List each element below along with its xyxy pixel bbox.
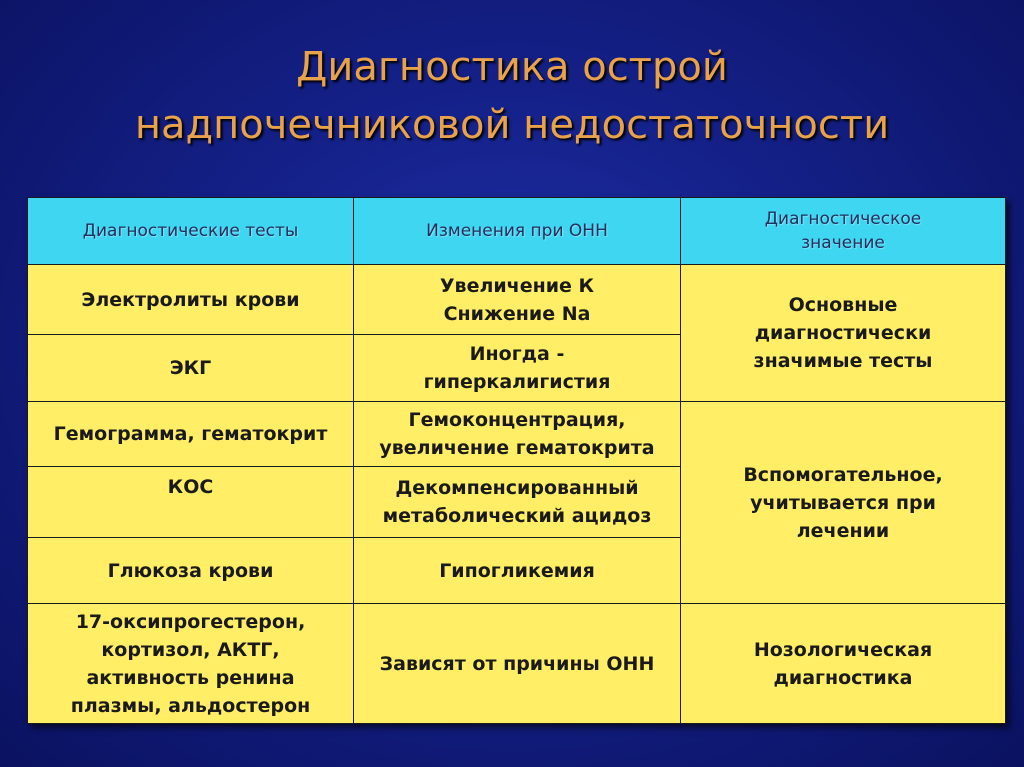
cell-test: КОС — [28, 467, 354, 538]
title-line-1: Диагностика острой — [296, 44, 728, 90]
cell-change: Гемоконцентрация, увеличение гематокрита — [354, 402, 681, 467]
cell-significance: Основные диагностически значимые тесты — [681, 265, 1006, 402]
cell-test: 17-оксипрогестерон, кортизол, АКТГ, активность ренина плазмы, альдостерон — [28, 604, 354, 724]
cell-test: Гемограмма, гематокрит — [28, 402, 354, 467]
table-row — [28, 604, 1006, 724]
cell-change: Зависят от причины ОНН — [354, 604, 681, 724]
cell-test: ЭКГ — [28, 335, 354, 402]
cell-change: Увеличение К Снижение Na — [354, 265, 681, 335]
table-row — [28, 265, 1006, 335]
header-tests: Диагностические тесты — [28, 198, 354, 265]
slide-title — [0, 38, 1024, 154]
table-header-row — [28, 198, 1006, 265]
cell-test: Глюкоза крови — [28, 538, 354, 604]
cell-test: Электролиты крови — [28, 265, 354, 335]
cell-significance: Нозологическая диагностика — [681, 604, 1006, 724]
diagnostics-table — [27, 197, 1006, 724]
cell-change: Гипогликемия — [354, 538, 681, 604]
header-changes: Изменения при ОНН — [354, 198, 681, 265]
cell-change: Декомпенсированный метаболический ацидоз — [354, 467, 681, 538]
cell-significance: Вспомогательное, учитывается при лечении — [681, 402, 1006, 604]
table-row — [28, 402, 1006, 467]
title-line-2: надпочечниковой недостаточности — [134, 102, 890, 148]
header-significance: Диагностическое значение — [681, 198, 1006, 265]
cell-change: Иногда - гиперкалигистия — [354, 335, 681, 402]
